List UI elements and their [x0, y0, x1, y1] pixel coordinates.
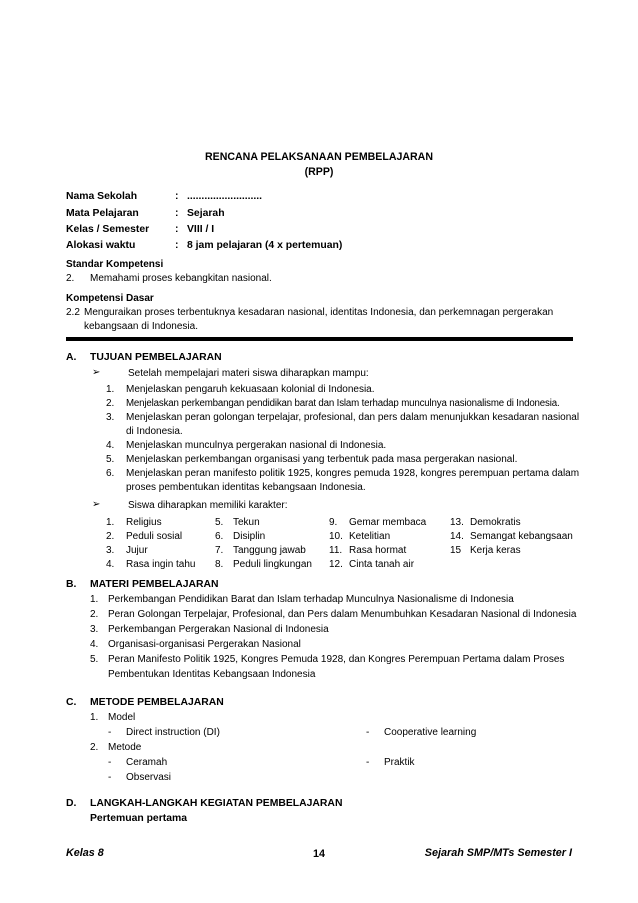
document-title: RENCANA PELAKSANAAN PEMBELAJARAN	[205, 151, 433, 163]
materi-item-number: 1.	[90, 594, 99, 605]
kompetensi-text: kebangsaan di Indonesia.	[84, 321, 198, 332]
identity-label: Nama Sekolah	[66, 191, 138, 202]
karakter-number: 8.	[215, 559, 224, 570]
identity-colon: :	[175, 224, 179, 235]
arrow-bullet-icon: ➢	[92, 367, 101, 378]
metode-number: 1.	[90, 712, 99, 723]
metode-label: Metode	[108, 742, 142, 753]
model-item: Direct instruction (DI)	[126, 727, 220, 738]
tujuan-item-text: di Indonesia.	[126, 426, 183, 437]
identity-value: Sejarah	[187, 208, 225, 219]
materi-item-text: Perkembangan Pendidikan Barat dan Islam terhadap Munculnya Nasionalisme di Indonesia	[108, 594, 514, 605]
footer-course-label: Sejarah SMP/MTs Semester I	[424, 847, 572, 859]
metode-item: Observasi	[126, 772, 172, 783]
karakter-intro: Siswa diharapkan memiliki karakter:	[128, 500, 288, 511]
dash-bullet: -	[108, 727, 112, 738]
karakter-number: 5.	[215, 517, 224, 528]
section-d-heading: LANGKAH-LANGKAH KEGIATAN PEMBELAJARAN	[90, 798, 343, 809]
identity-colon: :	[175, 240, 179, 251]
materi-item-text: Pembentukan Identitas Kebangsaan Indonesia	[108, 669, 316, 680]
materi-item-number: 4.	[90, 639, 99, 650]
karakter-item: Tekun	[233, 517, 260, 528]
metode-item: Praktik	[384, 757, 415, 768]
model-item: Cooperative learning	[384, 727, 477, 738]
tujuan-item-text: proses pembentukan identitas kebangsaan Indonesia.	[126, 482, 366, 493]
tujuan-item-number: 3.	[106, 412, 115, 423]
karakter-item: Tanggung jawab	[233, 545, 306, 556]
tujuan-item-text: Menjelaskan pengaruh kekuasaan kolonial di Indonesia.	[126, 384, 375, 395]
karakter-number: 14.	[450, 531, 464, 542]
materi-item-number: 5.	[90, 654, 99, 665]
karakter-number: 10.	[329, 531, 343, 542]
tujuan-item-number: 2.	[106, 398, 115, 409]
materi-item-number: 3.	[90, 624, 99, 635]
section-c-letter: C.	[66, 697, 77, 708]
karakter-item: Demokratis	[470, 517, 521, 528]
section-c-heading: METODE PEMBELAJARAN	[90, 697, 224, 708]
section-b-heading: MATERI PEMBELAJARAN	[90, 579, 219, 590]
tujuan-item-text: Menjelaskan perkembangan organisasi yang terbentuk pada masa pergerakan nasional.	[126, 454, 518, 465]
tujuan-item-text: Menjelaskan peran manifesto politik 1925, kongres pemuda 1928, kongres perempuan pertama dalam	[126, 468, 580, 479]
tujuan-item-number: 6.	[106, 468, 115, 479]
page-number: 14	[312, 848, 325, 860]
materi-item-text: Perkembangan Pergerakan Nasional di Indonesia	[108, 624, 329, 635]
kompetensi-number: 2.2	[66, 307, 80, 318]
section-divider	[66, 337, 573, 341]
karakter-number: 13.	[450, 517, 464, 528]
materi-item-text: Organisasi-organisasi Pergerakan Nasional	[108, 639, 301, 650]
karakter-number: 1.	[106, 517, 115, 528]
karakter-item: Rasa hormat	[349, 545, 407, 556]
standar-text: Memahami proses kebangkitan nasional.	[90, 273, 272, 284]
section-d-letter: D.	[66, 798, 77, 809]
karakter-item: Rasa ingin tahu	[126, 559, 196, 570]
dash-bullet: -	[366, 757, 370, 768]
karakter-item: Religius	[126, 517, 162, 528]
kompetensi-heading: Kompetensi Dasar	[66, 293, 154, 304]
materi-item-text: Peran Manifesto Politik 1925, Kongres Pemuda 1928, dan Kongres Perempuan Pertama dalam Proses	[108, 654, 565, 665]
karakter-number: 6.	[215, 531, 224, 542]
karakter-item: Gemar membaca	[349, 517, 427, 528]
karakter-number: 2.	[106, 531, 115, 542]
tujuan-item-text: Menjelaskan munculnya pergerakan nasional di Indonesia.	[126, 440, 387, 451]
metode-number: 2.	[90, 742, 99, 753]
karakter-item: Peduli lingkungan	[233, 559, 312, 570]
karakter-item: Jujur	[126, 545, 148, 556]
identity-colon: :	[175, 191, 179, 202]
tujuan-item-number: 5.	[106, 454, 115, 465]
identity-label: Mata Pelajaran	[66, 208, 139, 219]
karakter-item: Semangat kebangsaan	[470, 531, 573, 542]
identity-colon: :	[175, 208, 179, 219]
section-d-subheading: Pertemuan pertama	[90, 813, 188, 824]
dash-bullet: -	[108, 757, 112, 768]
tujuan-item-text: Menjelaskan peran golongan terpelajar, profesional, dan pers dalam menunjukkan kesadaran nasional	[126, 412, 580, 423]
arrow-bullet-icon: ➢	[92, 499, 101, 510]
tujuan-intro: Setelah mempelajari materi siswa diharapkan mampu:	[128, 368, 369, 379]
identity-value: VIII / I	[187, 224, 215, 235]
section-a-heading: TUJUAN PEMBELAJARAN	[90, 352, 222, 363]
karakter-number: 15	[450, 545, 462, 556]
standar-number: 2.	[66, 273, 75, 284]
identity-value: 8 jam pelajaran (4 x pertemuan)	[187, 240, 343, 251]
identity-value: ..........................	[187, 191, 263, 202]
karakter-item: Ketelitian	[349, 531, 391, 542]
model-label: Model	[108, 712, 136, 723]
metode-item: Ceramah	[126, 757, 168, 768]
tujuan-item-text: Menjelaskan perkembangan pendidikan barat dan Islam terhadap munculnya nasionalisme di Indonesia.	[126, 398, 560, 409]
karakter-number: 11.	[329, 545, 343, 556]
karakter-number: 4.	[106, 559, 115, 570]
karakter-item: Disiplin	[233, 531, 266, 542]
tujuan-item-number: 4.	[106, 440, 115, 451]
identity-label: Kelas / Semester	[66, 224, 150, 235]
dash-bullet: -	[366, 727, 370, 738]
footer-class-label: Kelas 8	[66, 847, 104, 859]
karakter-number: 9.	[329, 517, 338, 528]
standar-heading: Standar Kompetensi	[66, 259, 164, 270]
document-subtitle: (RPP)	[304, 166, 334, 178]
materi-item-number: 2.	[90, 609, 99, 620]
karakter-number: 7.	[215, 545, 224, 556]
dash-bullet: -	[108, 772, 112, 783]
section-a-letter: A.	[66, 352, 77, 363]
materi-item-text: Peran Golongan Terpelajar, Profesional, dan Pers dalam Menumbuhkan Kesadaran Nasional di Indonesia	[108, 609, 577, 620]
identity-label: Alokasi waktu	[66, 240, 136, 251]
karakter-item: Peduli sosial	[126, 531, 183, 542]
karakter-number: 3.	[106, 545, 115, 556]
karakter-item: Cinta tanah air	[349, 559, 415, 570]
karakter-item: Kerja keras	[470, 545, 521, 556]
section-b-letter: B.	[66, 579, 77, 590]
kompetensi-text: Menguraikan proses terbentuknya kesadaran nasional, identitas Indonesia, dan perkemnagan pergerakan	[84, 307, 554, 318]
karakter-number: 12.	[329, 559, 343, 570]
tujuan-item-number: 1.	[106, 384, 115, 395]
